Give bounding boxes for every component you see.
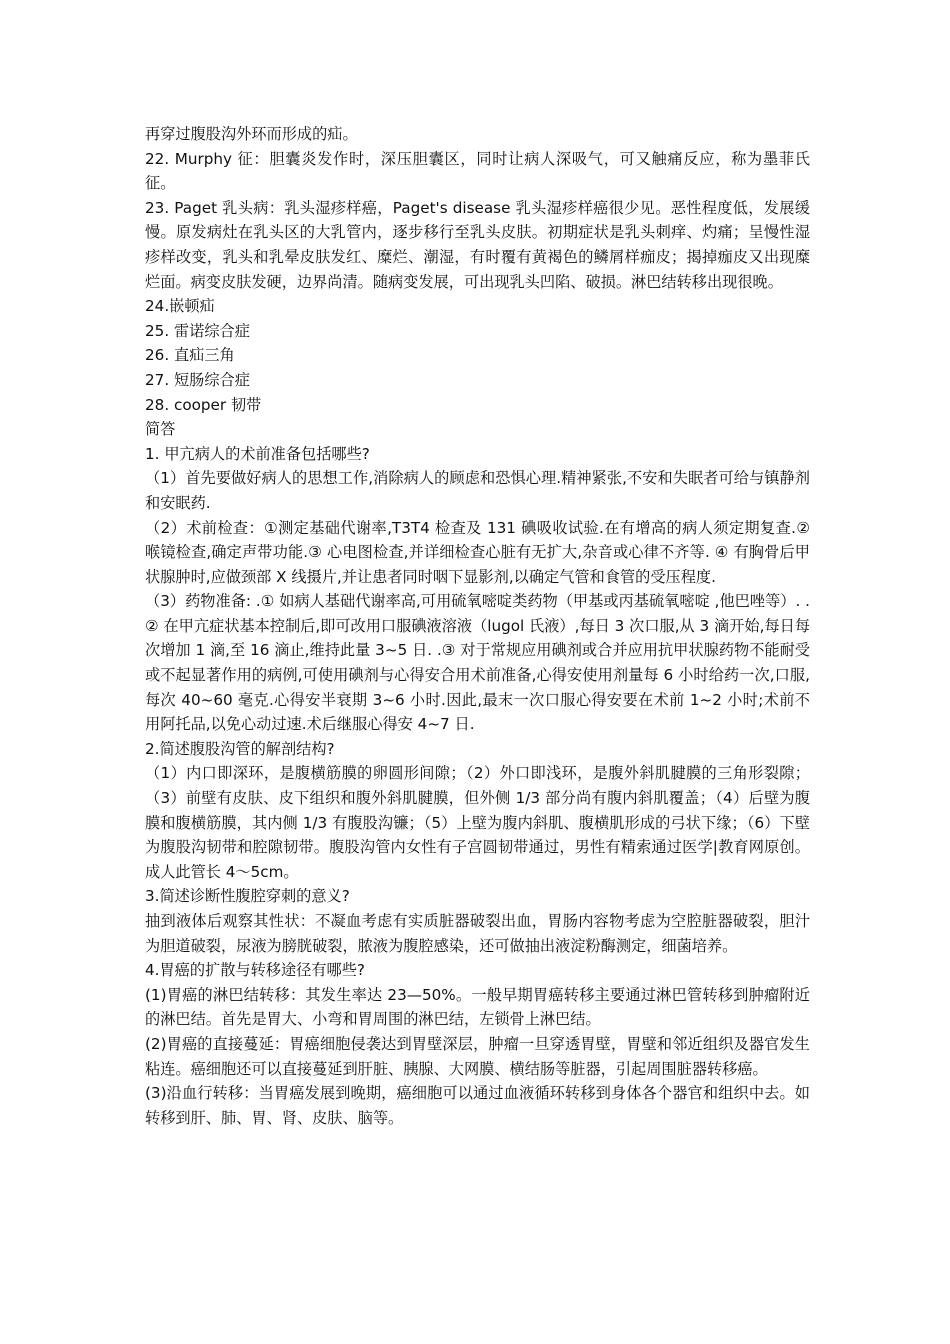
answer-2: （1）内口即深环，是腹横筋膜的卵圆形间隙；（2）外口即浅环，是腹外斜肌腱膜的三角形裂隙；（3）前壁有皮肤、皮下组织和腹外斜肌腱膜，但外侧 1/3 部分尚有腹内斜肌覆盖；（4）后壁为腹膜和腹横筋膜，其内侧 1/3 有腹股沟镰；（5）上壁为腹内斜肌、腹横肌形成的弓状下缘；（6）下壁为腹股沟韧带和腔隙韧带。腹股沟管内女性有子宫圆韧带通过，男性有精索通过医学|教育网原创。成人此管长 4～5cm。 [145,764,810,881]
document-body [145,122,810,1130]
paragraph-incarcerated-hernia: 24.嵌顿疝 [145,297,215,316]
paragraph-paget: 23. Paget 乳头病：乳头湿疹样癌，Paget's disease 乳头湿疹样癌很少见。恶性程度低，发展缓慢。原发病灶在乳头区的大乳管内，逐步移行至乳头皮肤。初期症状是乳头刺痒、灼痛；呈慢性湿疹样改变，乳头和乳晕皮肤发红、糜烂、潮湿，有时覆有黄褐色的鳞屑样痂皮；揭掉痂皮又出现糜烂面。病变皮肤发硬，边界尚清。随病变发展，可出现乳头凹陷、破损。淋巴结转移出现很晚。 [145,198,810,291]
paragraph-cooper: 28. cooper 韧带 [145,395,262,414]
answer-4-part-3: (3)沿血行转移：当胃癌发展到晚期，癌细胞可以通过血液循环转移到身体各个器官和组织中去。如转移到肝、肺、胃、肾、皮肤、脑等。 [145,1084,810,1127]
paragraph-hernia-end: 再穿过腹股沟外环而形成的疝。 [145,125,358,143]
answer-1-part-2: （2）术前检查：①测定基础代谢率,T3T4 检查及 131 碘吸收试验.在有增高的病人须定期复查.② 喉镜检查,确定声带功能.③ 心电图检查,并详细检查心脏有无扩大,杂音或心律不齐等. ④ 有胸骨后甲状腺肿时,应做颈部 X 线摄片,并让患者同时咽下显影剂,以确定气管和食管的受压程度. [145,518,810,586]
question-4: 4.胃癌的扩散与转移途径有哪些? [145,961,365,980]
answer-1-part-1: （1）首先要做好病人的思想工作,消除病人的顾虑和恐惧心理.精神紧张,不安和失眠者可给与镇静剂和安眠药. [145,469,810,512]
answer-1-part-3: （3）药物准备: .① 如病人基础代谢率高,可用硫氧嘧啶类药物（甲基或丙基硫氧嘧啶 ,他巴唑等）. .② 在甲亢症状基本控制后,即可改用口服碘液溶液（lugol 氏液）,每日 3 次口服,从 3 滴开始,每日每次增加 1 滴,至 16 滴止,维持此量 3~5 日. .③ 对于常规应用碘剂或合并应用抗甲状腺药物不能耐受或不起显著作用的病例,可使用碘剂与心得安合用术前准备,心得安使用剂量每 6 小时给药一次,口服,每次 40~60 毫克.心得安半衰期 3~6 小时.因此,最末一次口服心得安要在术前 1~2 小时;术前不用阿托品,以免心动过速.术后继服心得安 4~7 日. [145,592,810,734]
question-1: 1. 甲亢病人的术前准备包括哪些? [145,444,370,463]
answer-3: 抽到液体后观察其性状：不凝血考虑有实质脏器破裂出血，胃肠内容物考虑为空腔脏器破裂，胆汁为胆道破裂，尿液为膀胱破裂，脓液为腹腔感染，还可做抽出液淀粉酶测定，细菌培养。 [145,912,810,955]
question-3: 3.简述诊断性腹腔穿刺的意义? [145,887,350,906]
answer-4-part-2: (2)胃癌的直接蔓延：胃癌细胞侵袭达到胃壁深层，肿瘤一旦穿透胃壁，胃壁和邻近组织及器官发生粘连。癌细胞还可以直接蔓延到肝脏、胰腺、大网膜、横结肠等脏器，引起周围脏器转移癌。 [145,1034,810,1078]
paragraph-short-bowel: 27. 短肠综合症 [145,370,250,389]
question-2: 2.简述腹股沟管的解剖结构? [145,739,335,758]
answer-4-part-1: (1)胃癌的淋巴结转移：其发生率达 23—50%。一般早期胃癌转移主要通过淋巴管转移到肿瘤附近的淋巴结。首先是胃大、小弯和胃周围的淋巴结，左锁骨上淋巴结。 [145,985,810,1029]
paragraph-raynaud: 25. 雷诺综合症 [145,321,250,340]
paragraph-murphy-sign: 22. Murphy 征：胆囊炎发作时，深压胆囊区，同时让病人深吸气，可又触痛反应，称为墨菲氏征。 [145,149,810,193]
paragraph-hesselbach: 26. 直疝三角 [145,346,235,365]
section-heading-short-answer: 简答 [145,420,176,439]
